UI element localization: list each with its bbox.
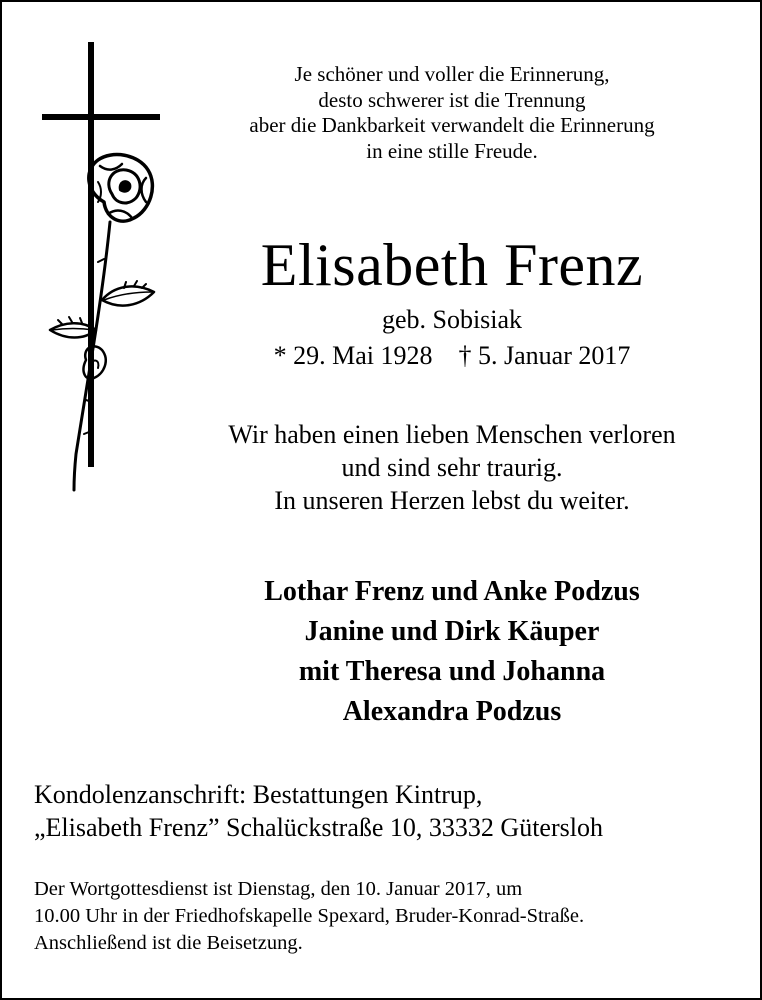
quote-line: desto schwerer ist die Trennung [318,87,586,112]
mourner-line: Janine und Dirk Käuper [304,616,600,647]
condolence-line: Kondolenzanschrift: Bestattungen Kintrup, [34,780,483,809]
birth-name: geb. Sobisiak [381,305,523,334]
verse-line: Wir haben einen lieben Menschen verloren [228,420,676,449]
mourner-line: Alexandra Podzus [342,696,562,727]
service-line: 10.00 Uhr in der Friedhofskapelle Spexard, Bruder-Konrad-Straße. [34,905,585,927]
funeral-service-info [34,876,754,957]
cross-icon [42,42,160,467]
memorial-quote [182,62,722,164]
service-line: Anschließend ist die Beisetzung. [34,932,303,954]
birth-date: * 29. Mai 1928 [273,341,433,370]
mourner-line: Lothar Frenz und Anke Podzus [264,576,640,607]
verse-line: In unseren Herzen lebst du weiter. [274,486,630,515]
condolence-address [34,778,754,844]
quote-line: in eine stille Freude. [366,138,538,163]
verse-line: und sind sehr traurig. [341,453,563,482]
mourner-line: mit Theresa und Johanna [298,656,606,687]
deceased-name: Elisabeth Frenz [260,232,644,298]
death-date: † 5. Januar 2017 [458,341,631,370]
condolence-line: „Elisabeth Frenz” Schalückstraße 10, 33332 Gütersloh [34,813,603,842]
service-line: Der Wortgottesdienst ist Dienstag, den 10. Januar 2017, um [34,878,523,900]
mourning-verse [152,418,752,517]
quote-line: Je schöner und voller die Erinnerung, [294,62,610,86]
rose-icon [50,155,154,490]
mourners-list [152,572,752,732]
quote-line: aber die Dankbarkeit verwandelt die Erinnerung [249,113,655,137]
life-dates [182,340,722,372]
